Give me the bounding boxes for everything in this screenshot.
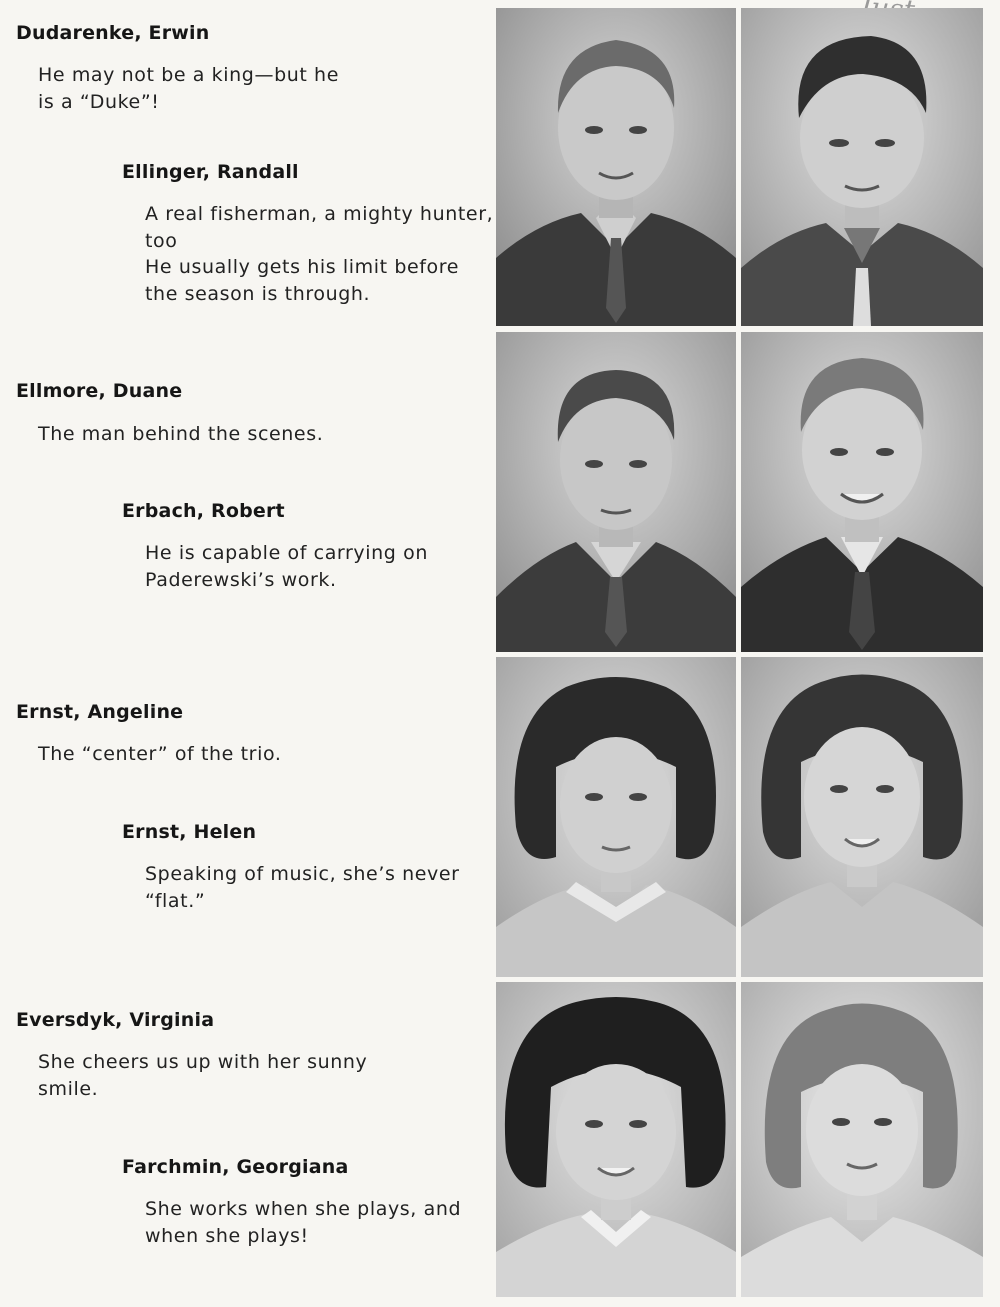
portrait-photo-ellmore	[496, 332, 736, 652]
student-name-dudarenke: Dudarenke, Erwin	[16, 22, 210, 44]
student-quote-farchmin: She works when she plays, and when she plays!	[145, 1198, 462, 1247]
student-quote-ernst-angeline: The “center” of the trio.	[38, 743, 282, 765]
student-quote-erbach: He is capable of carrying on Paderewski’s work.	[145, 542, 428, 591]
student-name-ernst-angeline: Ernst, Angeline	[16, 701, 184, 723]
student-name-ellmore: Ellmore, Duane	[16, 380, 183, 402]
student-quote-ellmore: The man behind the scenes.	[38, 423, 324, 445]
portrait-photo-farchmin	[741, 982, 983, 1297]
portrait-photo-dudarenke	[496, 8, 736, 326]
student-name-farchmin: Farchmin, Georgiana	[122, 1156, 349, 1178]
student-quote-eversdyk: She cheers us up with her sunny smile.	[38, 1051, 368, 1100]
portrait-photo-eversdyk	[496, 982, 736, 1297]
student-name-ernst-helen: Ernst, Helen	[122, 821, 257, 843]
portrait-photo-erbach	[741, 332, 983, 652]
student-quote-ernst-helen: Speaking of music, she’s never “flat.”	[145, 863, 460, 912]
portrait-photo-ernst-angeline	[496, 657, 736, 977]
portrait-photo-ellinger	[741, 8, 983, 326]
student-quote-ellinger: A real fisherman, a mighty hunter, too He usually gets his limit before the season is through.	[145, 203, 494, 305]
student-name-erbach: Erbach, Robert	[122, 500, 285, 522]
portrait-photo-ernst-helen	[741, 657, 983, 977]
student-quote-dudarenke: He may not be a king—but he is a “Duke”!	[38, 64, 339, 113]
student-name-ellinger: Ellinger, Randall	[122, 161, 299, 183]
student-name-eversdyk: Eversdyk, Virginia	[16, 1009, 215, 1031]
